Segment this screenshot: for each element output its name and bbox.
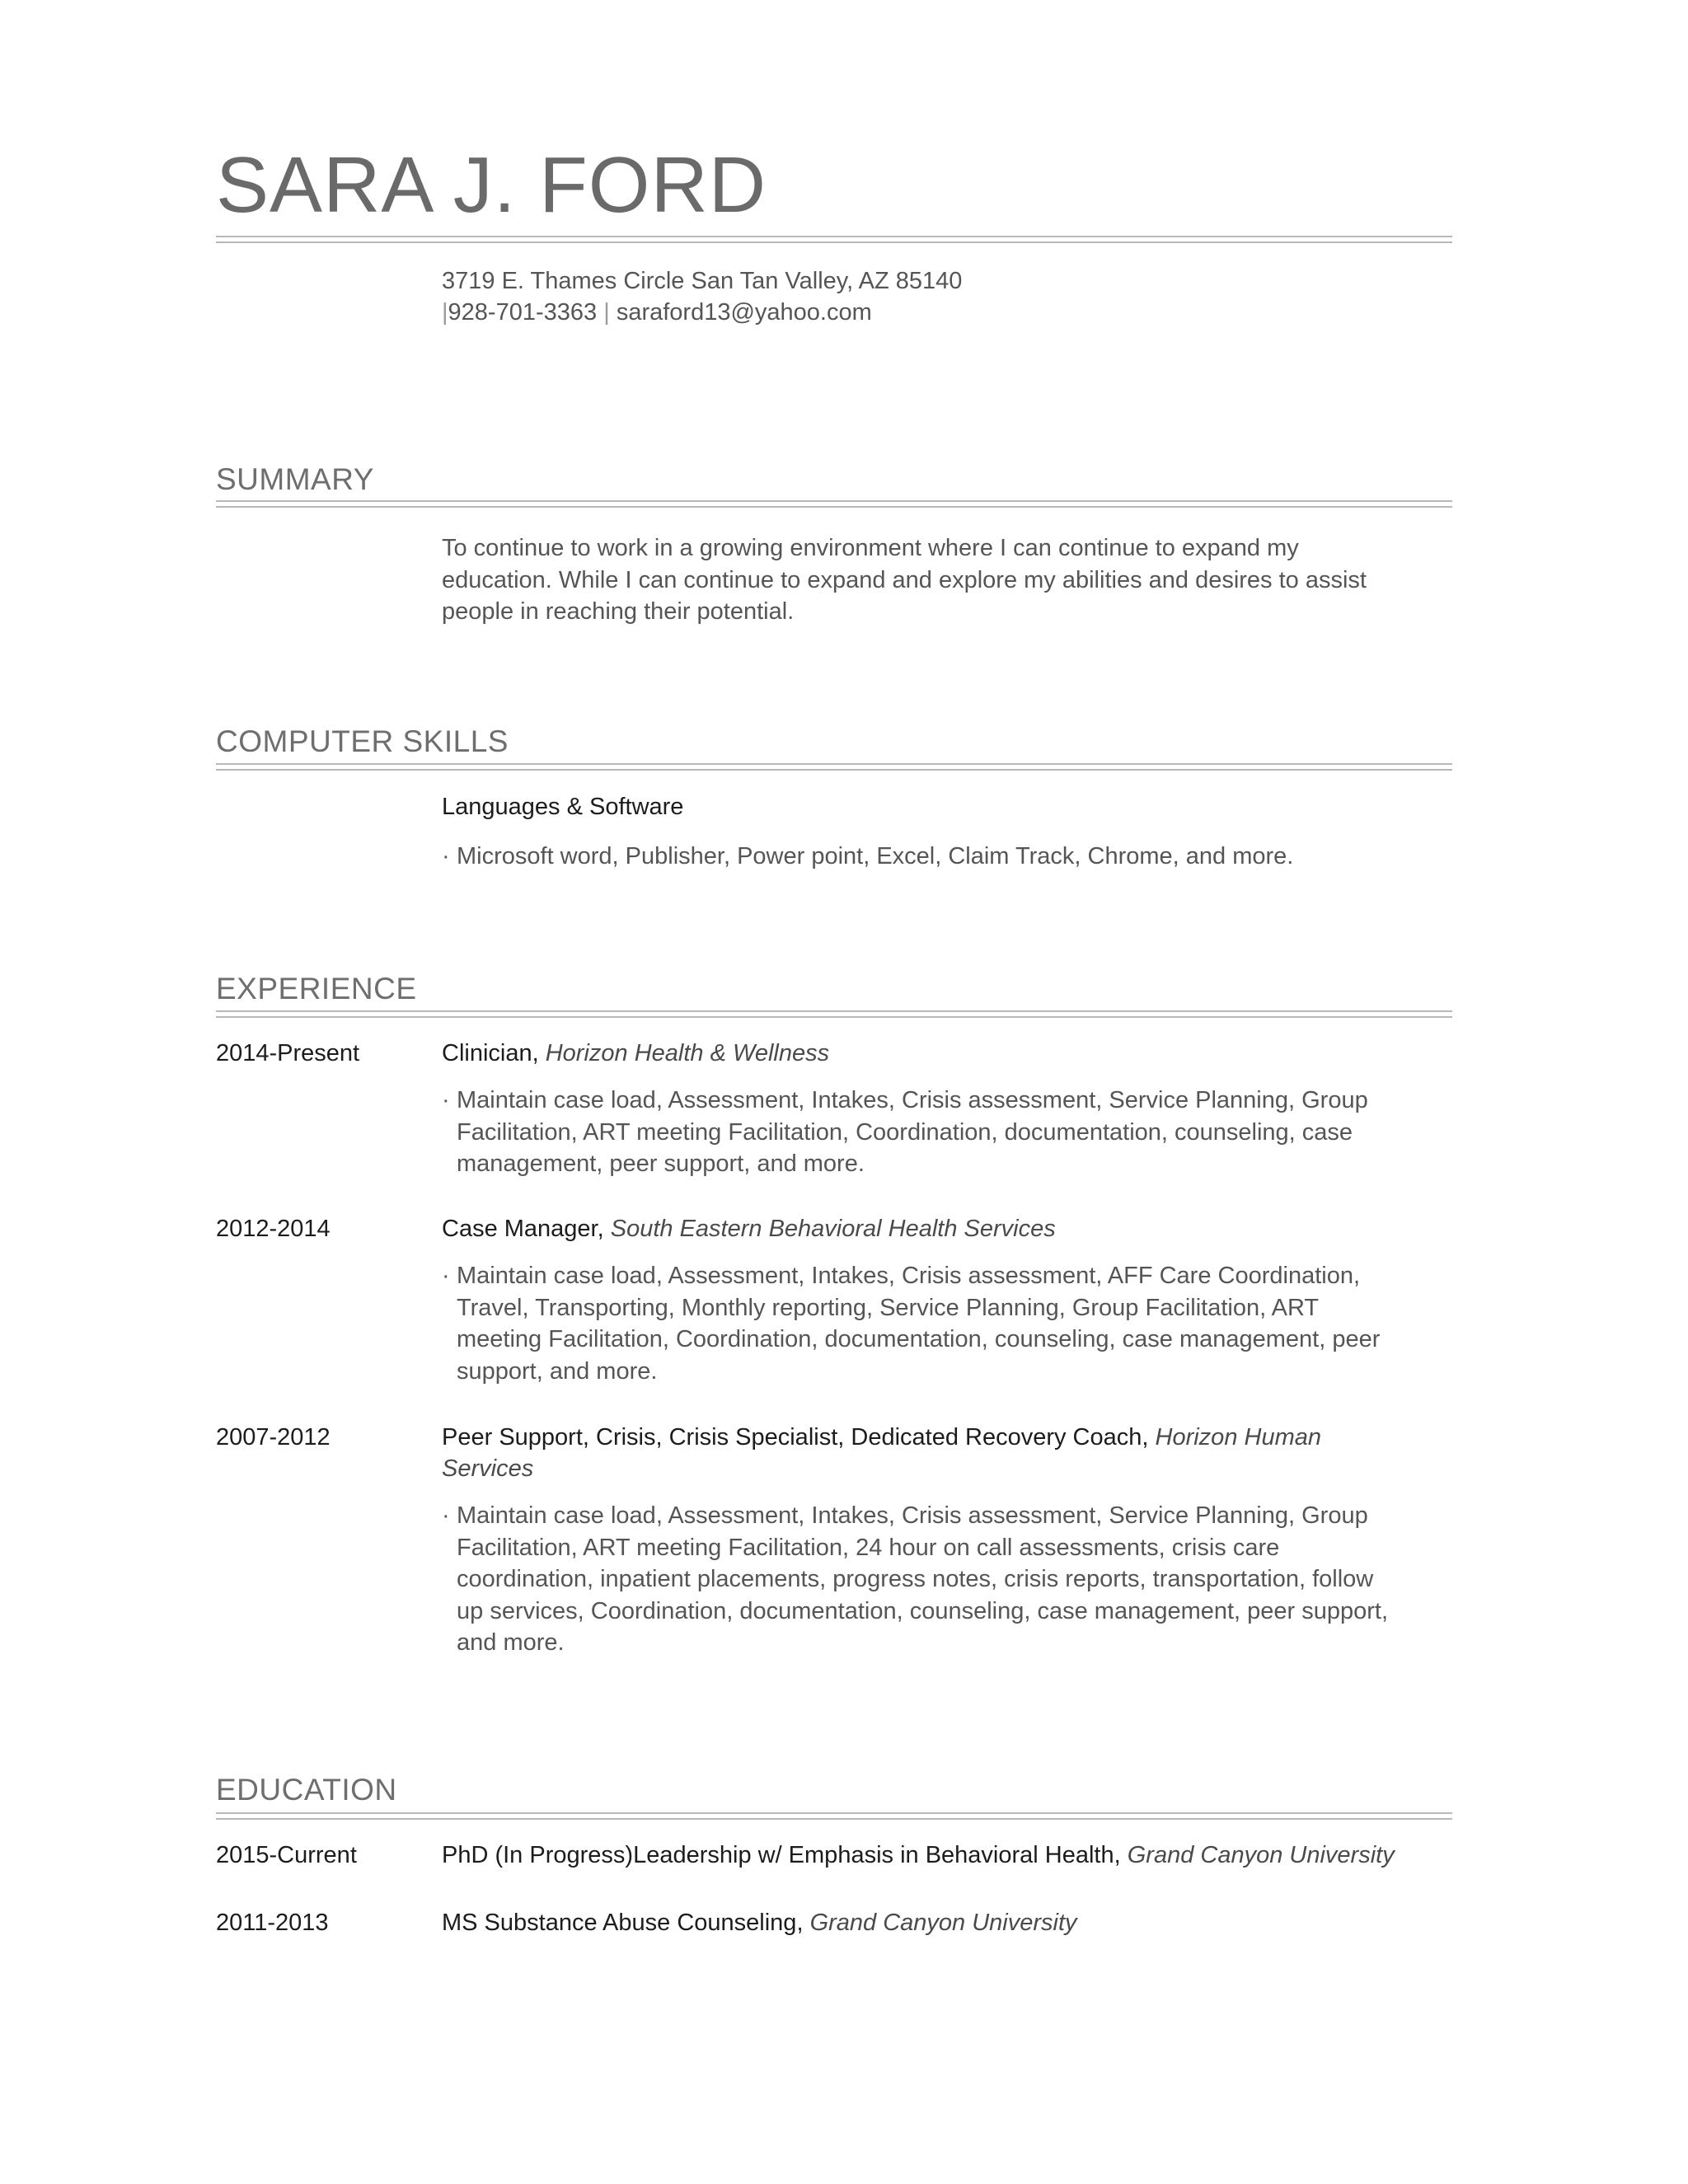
job-details-text: Maintain case load, Assessment, Intakes, Crisis assessment, Service Planning, Group Facilitation, ART meeting Facilitation, Coordination, documentation, counseling, case management, peer support, and more. — [457, 1087, 1368, 1177]
job-organization: Horizon Health & Wellness — [545, 1040, 830, 1066]
job-details — [442, 1500, 1398, 1659]
job-role: Peer Support, Crisis, Crisis Specialist, Dedicated Recovery Coach, — [442, 1424, 1149, 1451]
candidate-name: SARA J. FORD — [216, 141, 767, 229]
education-entry — [442, 1907, 1414, 1938]
job-title — [442, 1422, 1365, 1484]
job-role: Clinician, — [442, 1040, 539, 1066]
job-dates: 2007-2012 — [216, 1424, 331, 1451]
bullet-icon: · — [442, 843, 450, 869]
education-school: Grand Canyon University — [1127, 1842, 1395, 1868]
bullet-icon: · — [442, 1502, 450, 1529]
job-details-text: Maintain case load, Assessment, Intakes, Crisis assessment, AFF Care Coordination, Travel, Transporting, Monthly reporting, Service Planning, Group Facilitation, ART meeting Facilitation, Coordination, documentation, counseling, case management, peer support, and more. — [457, 1263, 1381, 1385]
education-dates: 2015-Current — [216, 1842, 357, 1868]
job-title — [442, 1038, 1414, 1069]
phone-prefix: | — [442, 299, 448, 326]
experience-divider — [216, 1010, 1452, 1018]
skills-item — [442, 841, 1398, 873]
job-dates: 2012-2014 — [216, 1216, 331, 1242]
header-divider — [216, 236, 1452, 243]
job-details-text: Maintain case load, Assessment, Intakes, Crisis assessment, Service Planning, Group Facilitation, ART meeting Facilitation, 24 hour on call assessments, crisis care coordination, inpatient placements, progress notes, crisis reports, transportation, follow up services, Coordination, documentation, counseling, case management, peer support, and more. — [457, 1502, 1389, 1656]
job-title — [442, 1213, 1414, 1244]
summary-text: To continue to work in a growing environment where I can continue to expand my education. While I can continue to expand and explore my abilities and desires to assist people in reaching their potential. — [442, 535, 1367, 625]
contact-line — [442, 297, 872, 328]
education-degree: PhD (In Progress)Leadership w/ Emphasis in Behavioral Health, — [442, 1842, 1121, 1868]
phone: 928-701-3363 — [448, 299, 598, 326]
job-organization: South Eastern Behavioral Health Services — [610, 1216, 1056, 1242]
job-dates: 2014-Present — [216, 1040, 360, 1066]
education-school: Grand Canyon University — [809, 1910, 1077, 1936]
education-heading: EDUCATION — [216, 1773, 397, 1807]
contact-separator: | — [603, 299, 610, 326]
education-degree: MS Substance Abuse Counseling, — [442, 1910, 804, 1936]
skills-subtitle: Languages & Software — [442, 794, 684, 820]
skills-heading: COMPUTER SKILLS — [216, 724, 509, 758]
skills-item-text: Microsoft word, Publisher, Power point, Excel, Claim Track, Chrome, and more. — [457, 843, 1294, 869]
address-line — [442, 265, 962, 297]
email[interactable]: saraford13@yahoo.com — [616, 299, 872, 326]
experience-heading: EXPERIENCE — [216, 972, 417, 1005]
job-details — [442, 1260, 1398, 1387]
bullet-icon: · — [442, 1087, 450, 1113]
skills-divider — [216, 763, 1452, 771]
job-role: Case Manager, — [442, 1216, 604, 1242]
bullet-icon: · — [442, 1263, 450, 1289]
job-organization: Horizon Human Services — [442, 1424, 1321, 1482]
job-details — [442, 1085, 1398, 1180]
education-divider — [216, 1812, 1452, 1820]
summary-heading: SUMMARY — [216, 462, 374, 496]
address: 3719 E. Thames Circle San Tan Valley, AZ 85140 — [442, 268, 963, 294]
education-entry — [442, 1840, 1431, 1871]
education-dates: 2011-2013 — [216, 1910, 329, 1936]
summary-divider — [216, 500, 1452, 508]
